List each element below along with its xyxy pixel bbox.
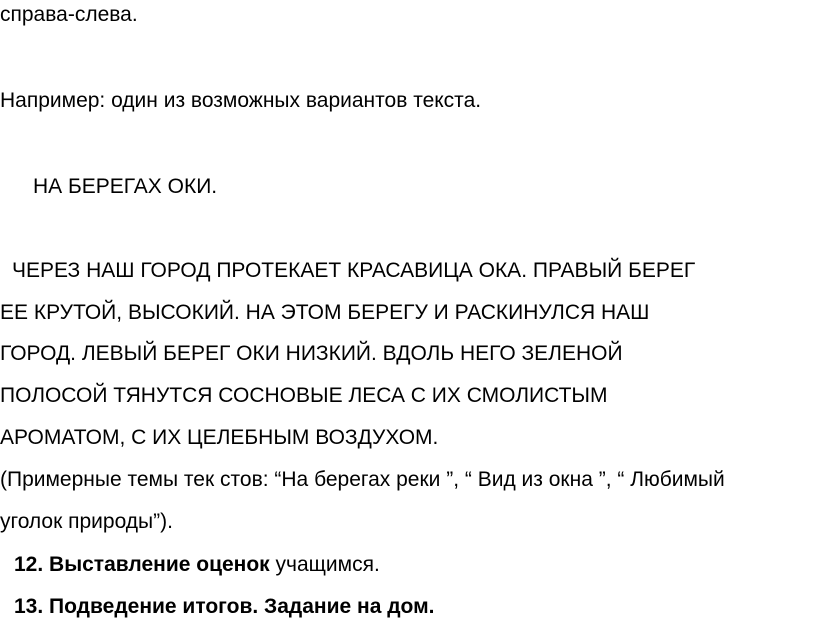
topics-line-1: (Примерные темы тек стов: “На берегах реки ”, “ Вид из окна ”, “ Любимый [0,468,725,491]
essay-line-3: ГОРОД. ЛЕВЫЙ БЕРЕГ ОКИ НИЗКИЙ. ВДОЛЬ НЕГО ЗЕЛЕНОЙ [0,342,623,365]
essay-line-4: ПОЛОСОЙ ТЯНУТСЯ СОСНОВЫЕ ЛЕСА С ИХ СМОЛИСТЫМ [0,384,608,407]
essay-line-1: ЧЕРЕЗ НАШ ГОРОД ПРОТЕКАЕТ КРАСАВИЦА ОКА. ПРАВЫЙ БЕРЕГ [12,259,696,282]
essay-line-2: ЕЕ КРУТОЙ, ВЫСОКИЙ. НА ЭТОМ БЕРЕГУ И РАСКИНУЛСЯ НАШ [0,301,650,324]
agenda-item-12-rest: учащимся. [269,553,380,576]
topics-line-2: уголок природы”). [0,510,173,533]
essay-line-5: АРОМАТОМ, С ИХ ЦЕЛЕБНЫМ ВОЗДУХОМ. [0,426,439,449]
agenda-item-12 [14,554,380,575]
agenda-item-13: 13. Подведение итогов. Задание на дом. [14,595,435,618]
example-intro: Например: один из возможных вариантов текста. [0,89,482,112]
text-line-top: справа-слева. [0,3,138,26]
agenda-item-12-title: 12. Выставление оценок [14,553,270,576]
essay-title: НА БЕРЕГАХ ОКИ. [33,175,218,198]
